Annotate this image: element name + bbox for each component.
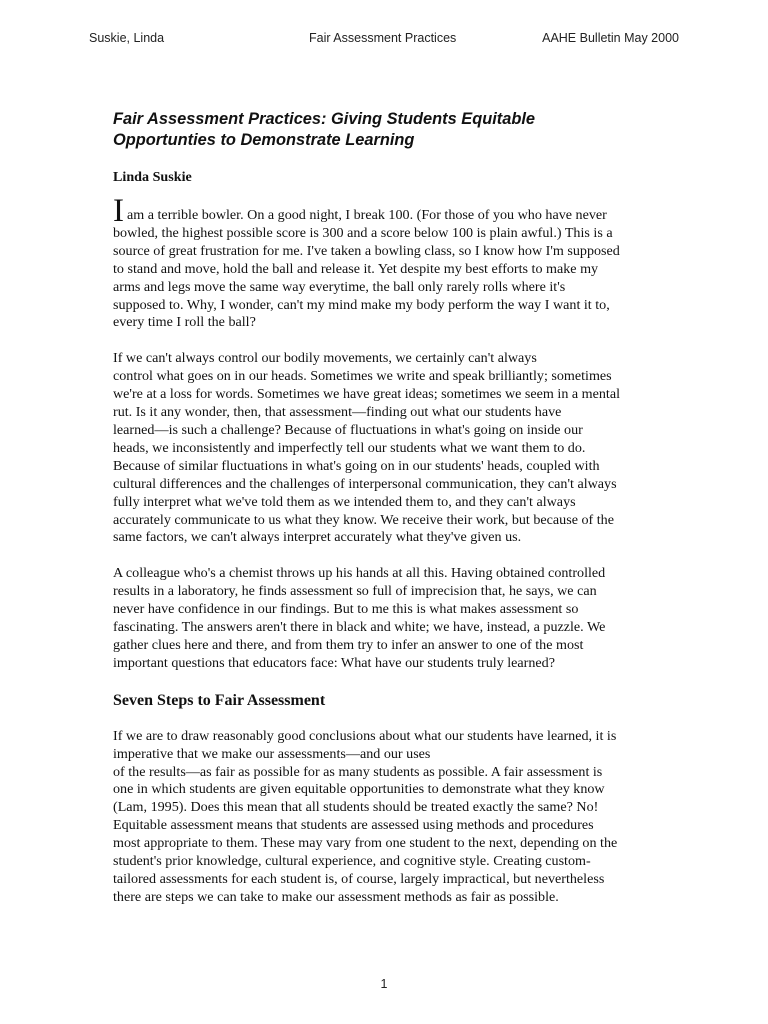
article-author: Linda Suskie xyxy=(113,169,192,185)
article-body xyxy=(113,109,661,925)
paragraph-line: accurately communicate to us what they know. We receive their work, but because of the xyxy=(113,511,614,528)
paragraph-line: heads, we inconsistently and imperfectly tell our students what we want them to do. xyxy=(113,439,586,456)
paragraph-line: imperative that we make our assessments—and our uses xyxy=(113,745,431,762)
paragraph-line: bowled, the highest possible score is 300 and a score below 100 is plain awful.) This is a xyxy=(113,224,613,241)
paragraph-line: learned—is such a challenge? Because of fluctuations in what's going on inside our xyxy=(113,421,583,438)
paragraph-line: arms and legs move the same way everytime, the ball only rarely rolls where it's xyxy=(113,278,566,295)
paragraph-line: Equitable assessment means that students are assessed using methods and procedures xyxy=(113,817,594,834)
paragraph-line: one in which students are given equitable opportunities to demonstrate what they know xyxy=(113,781,605,798)
paragraph-line: to stand and move, hold the ball and release it. Yet despite my best efforts to make my xyxy=(113,260,599,277)
paragraph-fair-assessment xyxy=(113,728,661,907)
paragraph-line: tailored assessments for each student is, of course, largely impractical, but nevertheless xyxy=(113,871,605,887)
paragraph-line: If we can't always control our bodily movements, we certainly can't always xyxy=(113,350,537,367)
article-title-line: Fair Assessment Practices: Giving Students Equitable xyxy=(113,110,536,128)
paragraph-first-line xyxy=(113,193,661,229)
paragraph-line: control what goes on in our heads. Sometimes we write and speak brilliantly; sometimes xyxy=(113,368,612,385)
paragraph-line: student's prior knowledge, cultural experience, and cognitive style. Creating custom- xyxy=(113,853,591,870)
paragraph-line: rut. Is it any wonder, then, that assessment—finding out what our students have xyxy=(113,404,562,421)
paragraph-line: of the results—as fair as possible for as many students as possible. A fair assessment is xyxy=(113,763,603,780)
paragraph-line: supposed to. Why, I wonder, can't my mind make my body perform the way I want it to, xyxy=(113,296,610,313)
paragraph-line: Because of similar fluctuations in what's going on in our students' heads, coupled with xyxy=(113,457,600,474)
paragraph-line: fascinating. The answers aren't there in black and white; we have, instead, a puzzle. We xyxy=(113,619,606,636)
header-author: Suskie, Linda xyxy=(89,31,165,45)
paragraph-line: cultural differences and the challenges of interpersonal communication, they can't always xyxy=(113,475,617,492)
page-number: 1 xyxy=(380,977,388,991)
paragraph-line: there are steps we can take to make our assessment methods as fair as possible. xyxy=(113,888,559,905)
paragraph-chemist xyxy=(113,565,661,672)
paragraph-line: gather clues here and there, and from them try to infer an answer to one of the most xyxy=(113,636,584,653)
section-heading: Seven Steps to Fair Assessment xyxy=(113,691,326,709)
paragraph-line: am a terrible bowler. On a good night, I break 100. (For those of you who have never xyxy=(127,207,607,223)
paragraph-bodily-movements xyxy=(113,350,661,547)
running-header xyxy=(89,31,679,49)
header-title: Fair Assessment Practices xyxy=(309,31,457,45)
paragraph-line: never have confidence in our findings. But to me this is what makes assessment so xyxy=(113,601,579,618)
article-title-line: Opportunties to Demonstrate Learning xyxy=(113,131,415,149)
paragraph-intro xyxy=(113,193,661,332)
paragraph-line: every time I roll the ball? xyxy=(113,314,256,331)
paragraph-line: important questions that educators face: What have our students truly learned? xyxy=(113,654,555,671)
paragraph-line: fully interpret what we've told them as we intended them to, and they can't always xyxy=(113,493,576,510)
paragraph-line: we're at a loss for words. Sometimes we have great ideas; sometimes we seem in a mental xyxy=(113,386,621,403)
paragraph-line: most appropriate to them. These may vary from one student to the next, depending on the xyxy=(113,835,618,852)
header-publication: AAHE Bulletin May 2000 xyxy=(542,31,679,45)
drop-cap: I xyxy=(113,193,124,229)
paragraph-line: A colleague who's a chemist throws up his hands at all this. Having obtained controlled xyxy=(113,565,606,582)
article-title xyxy=(113,109,661,151)
paragraph-line: results in a laboratory, he finds assessment so full of imprecision that, he says, we can xyxy=(113,583,597,600)
paragraph-line: (Lam, 1995). Does this mean that all students should be treated exactly the same? No! xyxy=(113,799,599,816)
paragraph-line: same factors, we can't always interpret accurately what they've given us. xyxy=(113,529,522,546)
paragraph-line: If we are to draw reasonably good conclusions about what our students have learned, it is xyxy=(113,727,617,744)
paragraph-line: source of great frustration for me. I've taken a bowling class, so I know how I'm supposed xyxy=(113,242,620,259)
